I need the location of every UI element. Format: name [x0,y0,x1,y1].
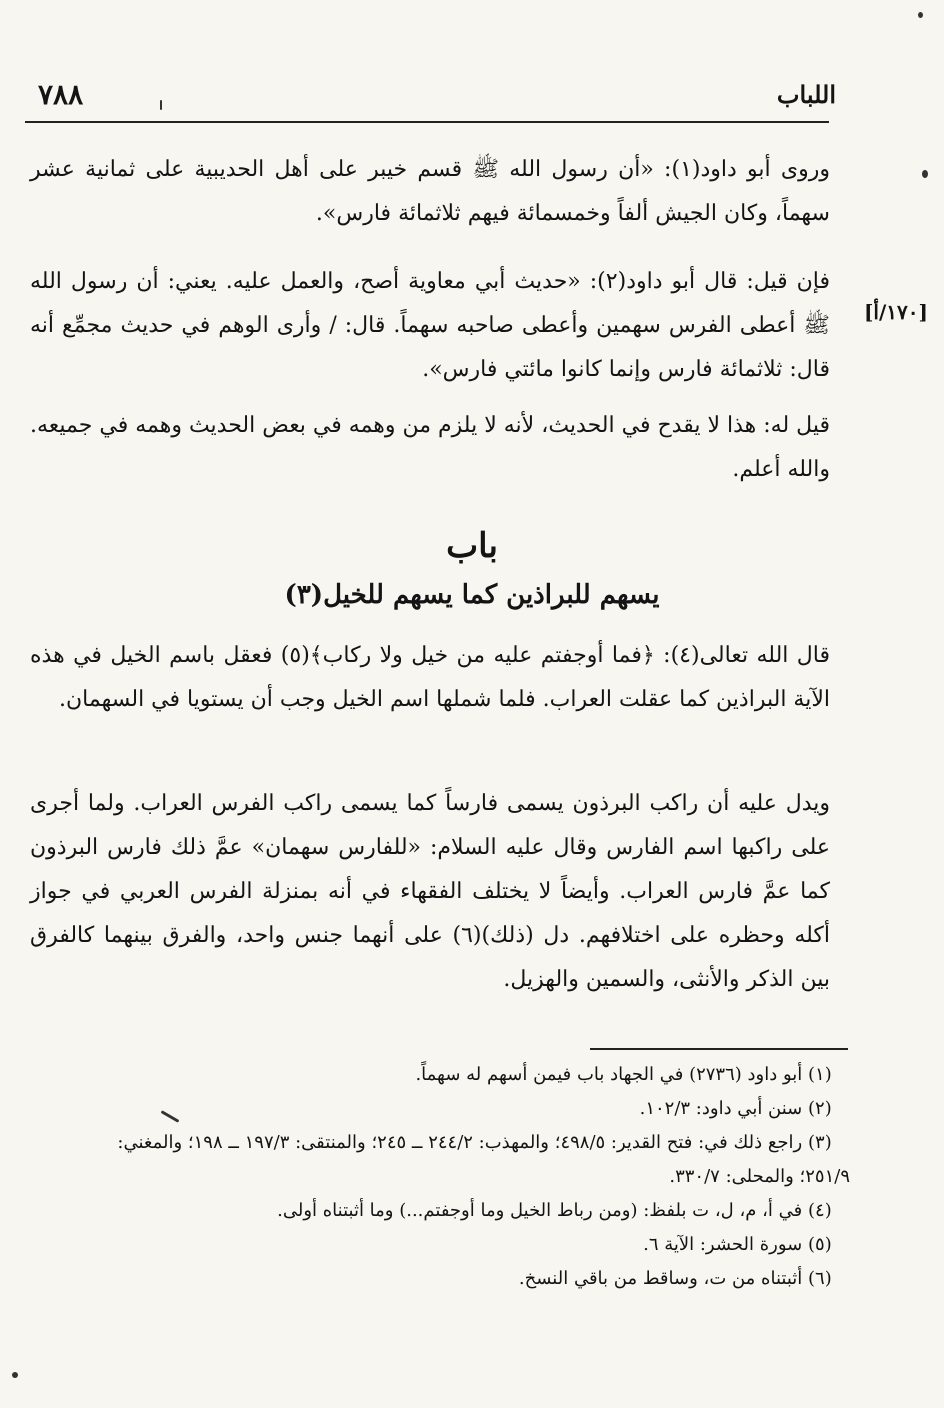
footnote-1 [90,1058,850,1092]
footnote-number: (٥) [808,1234,832,1255]
chapter-heading: باب [446,526,498,566]
scan-speck [922,170,928,178]
footnote-2 [90,1092,850,1126]
margin-manuscript-reference: [١٧٠/أ] [863,300,928,324]
footnote-number: (٦) [808,1268,832,1289]
footnote-number: (١) [808,1064,832,1085]
page-header [30,78,844,120]
footnote-text: في أ، م، ل، ت بلفظ: (ومن رباط الخيل وما أوجفتم...) وما أثبتناه أولى. [277,1200,803,1221]
scan-speck [160,100,162,110]
footnote-number: (٣) [808,1132,832,1153]
running-title: اللباب [776,80,836,109]
paragraph-evidence: ويدل عليه أن راكب البرذون يسمى فارساً كما يسمى راكب الفرس العراب. ولما أجرى على راكبها اسم الفارس وقال عليه السلام: «للفارس سهمان» عمَّ ذلك فارس البرذون كما عمَّ فارس العراب. وأيضاً لا يختلف الفقهاء في أنه بمنزلة الفرس العربي في جواز أكله وحظره على اختلافهم. دل (ذلك)(٦) على أنهما جنس واحد، والفرق بينهما كالفرق بين الذكر والأنثى، والسمين والهزيل. [30,791,830,992]
footnote-text: سورة الحشر: الآية ٦. [643,1234,803,1255]
footnote-4 [90,1194,850,1228]
header-rule [25,121,829,123]
scan-speck [12,1372,18,1378]
page-number: ٧٨٨ [38,78,84,111]
footnote-rule [590,1048,848,1050]
footnote-number: (٤) [808,1200,832,1221]
paragraph-objection: فإن قيل: قال أبو داود(٢): «حديث أبي معاوية أصح، والعمل عليه. يعني: أن رسول الله ﷺ أعطى الفرس سهمين وأعطى صاحبه سهماً. قال: / وأرى الوهم في حديث مجمِّع أنه قال: ثلاثمائة فارس وإنما كانوا مائتي فارس». [30,269,830,382]
scan-speck [918,12,923,18]
paragraph-abu-dawud-narration: وروى أبو داود(١): «أن رسول الله ﷺ قسم خيبر على أهل الحديبية على ثمانية عشر سهماً، وكان الجيش ألفاً وخمسمائة فيهم ثلاثمائة فارس». [30,157,831,226]
footnote-text: سنن أبي داود: ١٠٢/٣. [639,1098,803,1119]
footnote-3 [90,1126,850,1194]
paragraph-quran-verse: قال الله تعالى(٤): ﴿فما أوجفتم عليه من خيل ولا ركاب﴾(٥) فعقل باسم الخيل في هذه الآية البراذين كما عقلت العراب. فلما شملها اسم الخيل وجب أن يستويا في السهمان. [30,643,831,712]
footnote-5 [90,1228,850,1262]
paragraph-reply: قيل له: هذا لا يقدح في الحديث، لأنه لا يلزم من وهمه في بعض الحديث وهمه في جميعه. والله أعلم. [30,413,830,482]
footnote-text: أثبتناه من ت، وساقط من باقي النسخ. [518,1268,803,1289]
footnote-text: راجع ذلك في: فتح القدير: ٤٩٨/٥؛ والمهذب: ٢٤٤/٢ ــ ٢٤٥؛ والمنتقى: ١٩٧/٣ ــ ١٩٨؛ والمغني: ٢٥١/٩؛ والمحلى: ٣٣٠/٧. [117,1132,850,1187]
chapter-title: يسهم للبراذين كما يسهم للخيل(٣) [284,580,660,610]
footnote-number: (٢) [808,1098,832,1119]
footnote-text: أبو داود (٢٧٣٦) في الجهاد باب فيمن أسهم له سهماً. [415,1064,803,1085]
footnote-6 [90,1262,850,1296]
footnotes [90,1058,850,1296]
